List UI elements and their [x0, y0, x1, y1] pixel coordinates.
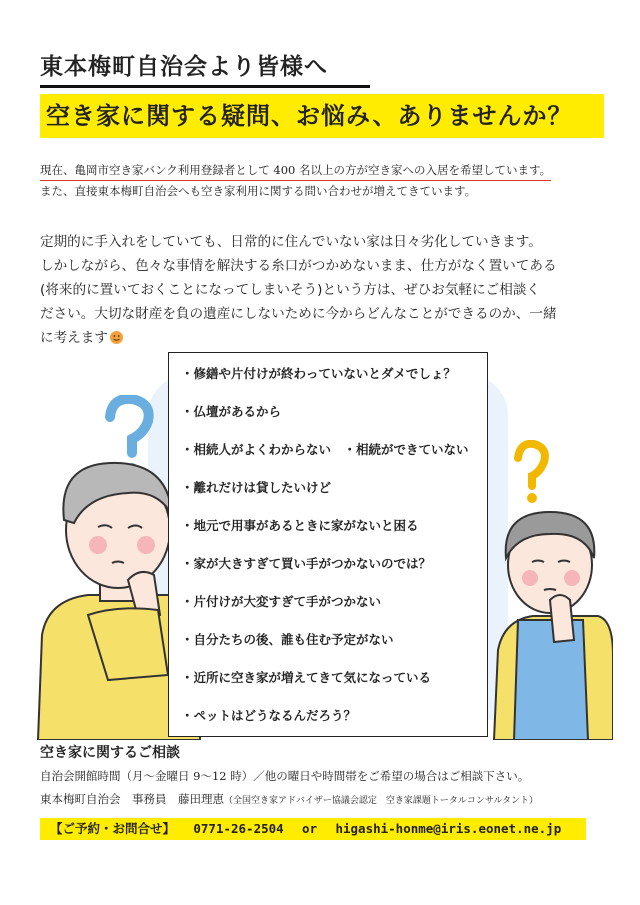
contact-bar	[40, 818, 586, 840]
list-item: ・自分たちの後、誰も住む予定がない	[181, 632, 394, 647]
phone-number[interactable]: 0771-26-2504	[193, 821, 284, 836]
consultation-title: 空き家に関するご相談	[40, 745, 180, 761]
list-item: ・ペットはどうなるんだろう？	[181, 708, 357, 723]
smiling-face-icon	[110, 331, 123, 344]
paragraph-line: 定期的に手入れをしていても、日常的に住んでいない家は日々劣化していきます。	[40, 234, 542, 250]
paragraph-line: (将来的に置いておくことになってしまいそう)という方は、ぜひお気軽にご相談く	[40, 282, 540, 298]
intro-line-2: また、直接東本梅町自治会へも空き家利用に関する問い合わせが増えてきています。	[40, 184, 477, 198]
headline-banner: 空き家に関する疑問、お悩み、ありませんか？	[40, 94, 604, 138]
list-item: ・地元で用事があるときに家がないと困る	[181, 518, 419, 533]
worried-woman-illustration	[488, 440, 613, 740]
list-item: ・家が大きすぎて買い手がつかないのでは？	[181, 556, 432, 571]
or-text: or	[302, 821, 318, 836]
list-item: ・修繕や片付けが終わっていないとダメでしょ？	[181, 366, 456, 381]
intro-text	[40, 160, 610, 201]
paragraph-line: しかしながら、色々な事情を解決する糸口がつかめないまま、仕方がなく置いてある	[40, 258, 557, 274]
concerns-list	[168, 352, 488, 737]
email-link[interactable]: higashi-honme@iris.eonet.ne.jp	[335, 821, 562, 836]
question-mark-icon	[518, 444, 545, 503]
page-title: 東本梅町自治会より皆様へ	[40, 48, 370, 88]
list-item: ・近所に空き家が増えてきて気になっている	[181, 670, 432, 685]
body-paragraph	[40, 230, 610, 350]
paragraph-line-text: に考えます	[40, 330, 108, 346]
list-item: ・離れだけは貸したいけど	[181, 480, 332, 495]
list-item: ・仏壇があるから	[181, 404, 282, 419]
paragraph-line-last	[40, 326, 610, 350]
contact-label: 【ご予約・お問合せ】	[50, 821, 176, 836]
intro-line-1: 現在、亀岡市空き家バンク利用登録者として 400 名以上の方が空き家への入居を希望しています。	[40, 160, 551, 181]
staff-credentials: （全国空き家アドバイザー協議会認定 空き家課題トータルコンサルタント）	[224, 796, 539, 806]
paragraph-line: ださい。大切な財産を負の遺産にしないために今からどんなことができるのか、一緒	[40, 306, 557, 322]
list-item: ・片付けが大変すぎて手がつかない	[181, 594, 382, 609]
staff-info	[40, 791, 538, 807]
staff-name: 東本梅町自治会 事務員 藤田理恵	[40, 792, 224, 806]
office-hours: 自治会開館時間（月～金曜日 9～12 時）／他の曜日や時間帯をご希望の場合はご相談下さい。	[40, 769, 530, 783]
list-item: ・相続人がよくわからない ・相続ができていない	[181, 442, 469, 457]
